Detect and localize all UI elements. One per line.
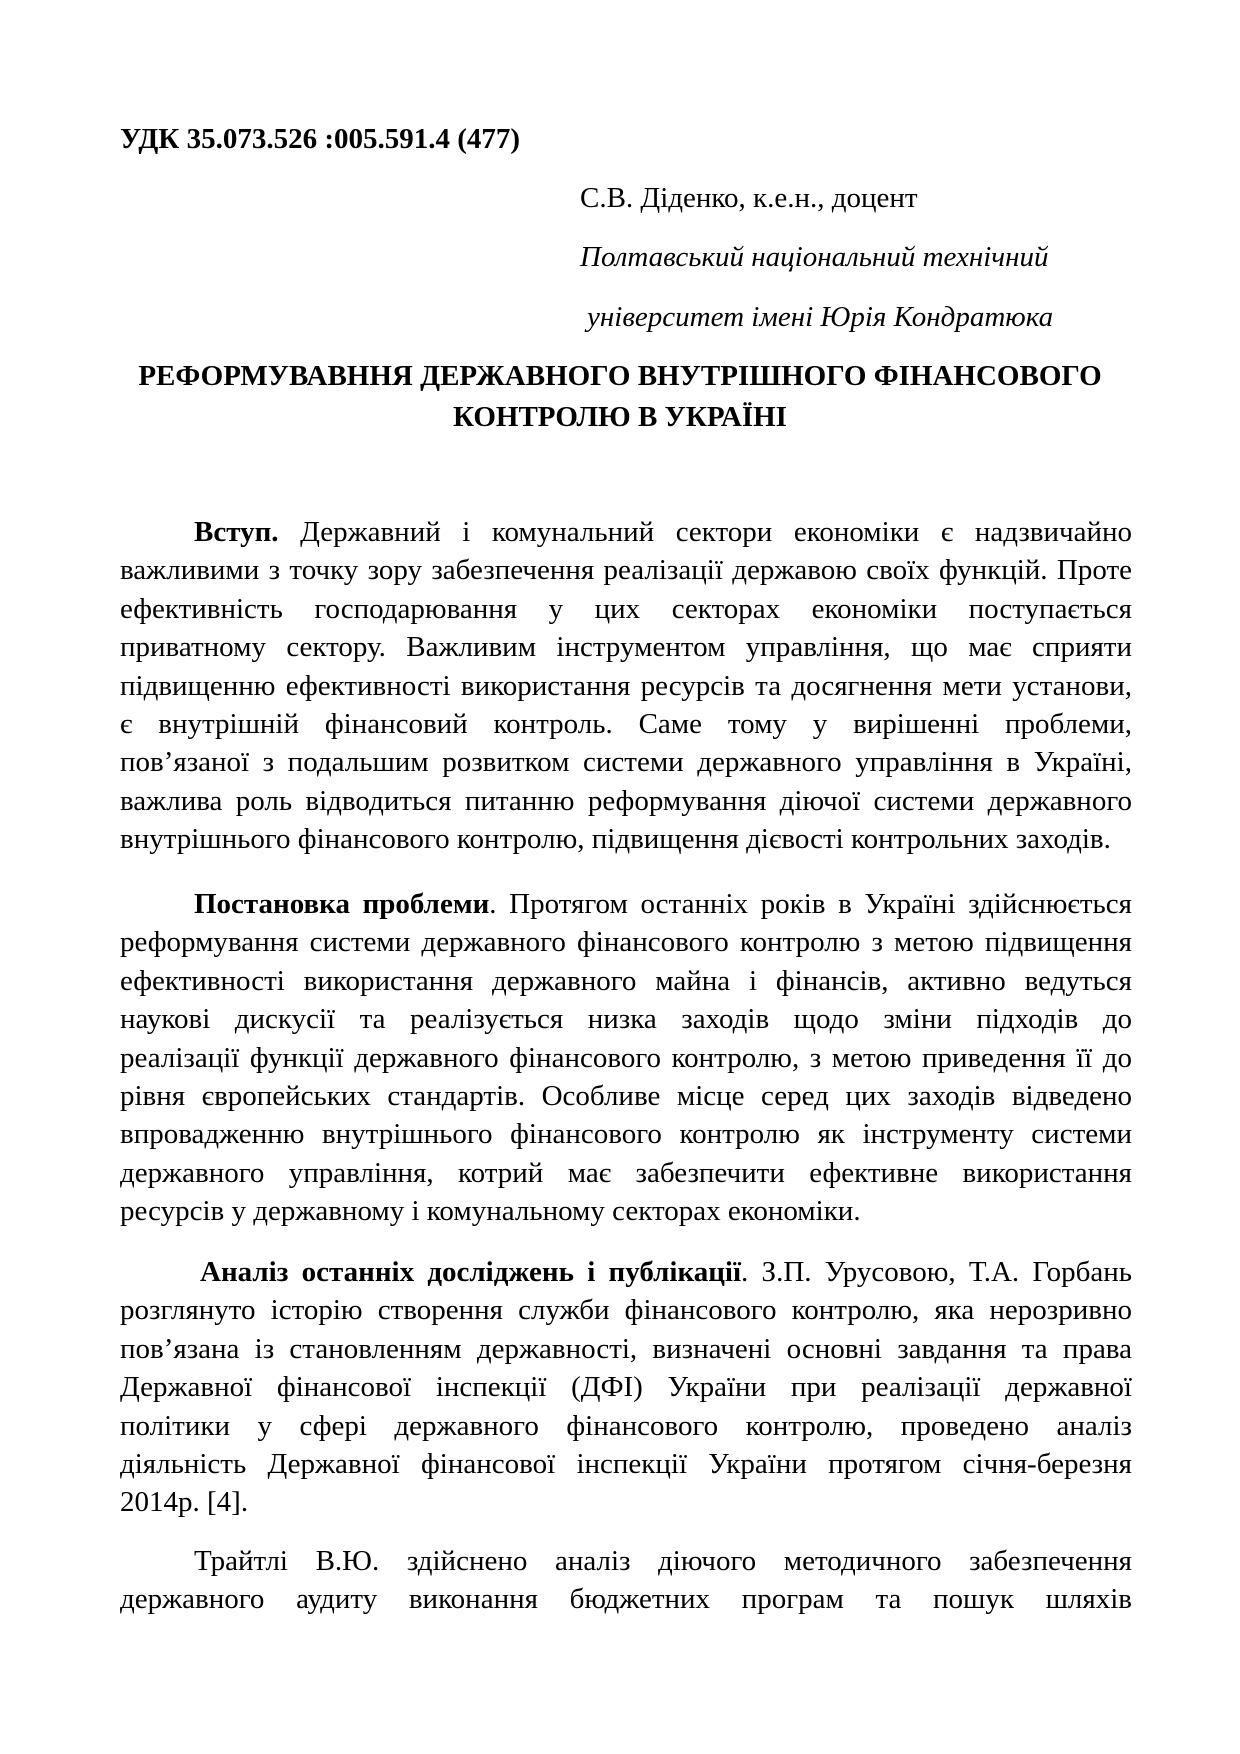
paragraph-line: 2014р. [4]. bbox=[120, 1486, 249, 1519]
paragraph-introduction bbox=[120, 513, 1132, 859]
paragraph-line: політики у сфері державного фінансового контролю, проведено аналіз bbox=[120, 1409, 1132, 1442]
line-text: Державний і комунальний сектори економіки є надзвичайно bbox=[278, 516, 1132, 548]
paragraph-line: приватному сектору. Важливим інструментом управління, що має сприяти bbox=[120, 631, 1132, 664]
line-text: . З.П. Урусовою, Т.А. Горбань bbox=[741, 1256, 1132, 1288]
paragraph-line: підвищенню ефективності використання ресурсів та досягнення мети установи, bbox=[120, 669, 1132, 702]
section-lead: Аналіз останніх досліджень і публікації bbox=[200, 1256, 742, 1288]
affiliation-line-1: Полтавський національний технічний bbox=[580, 241, 1049, 273]
paragraph-line: розглянуто історію створення служби фінансового контролю, яка нерозривно bbox=[120, 1294, 1132, 1327]
paragraph-line: ефективності використання державного майна і фінансів, активно ведуться bbox=[120, 964, 1132, 997]
affiliation-line-2: університет імені Юрія Кондратюка bbox=[587, 301, 1054, 333]
paragraph-line: важлива роль відводиться питанню реформування діючої системи державного bbox=[120, 784, 1132, 817]
paragraph-line: рівня європейських стандартів. Особливе місце серед цих заходів відведено bbox=[120, 1079, 1132, 1112]
paragraph-line: важливими з точку зору забезпечення реалізації державою своїх функцій. Проте bbox=[120, 554, 1132, 587]
paragraph-problem-statement bbox=[120, 885, 1132, 1231]
article-title-line-1: РЕФОРМУВАВННЯ ДЕРЖАВНОГО ВНУТРІШНОГО ФІНАНСОВОГО bbox=[138, 360, 1102, 392]
paragraph-literature-review bbox=[120, 1253, 1132, 1522]
paragraph-line bbox=[120, 1253, 1132, 1291]
paragraph-line: реформування системи державного фінансового контролю з метою підвищення bbox=[120, 926, 1132, 959]
paragraph-line: пов’язаної з подальшим розвитком системи державного управління в Україні, bbox=[120, 746, 1132, 779]
udk-code: УДК 35.073.526 :005.591.4 (477) bbox=[120, 123, 521, 155]
paragraph-line: внутрішнього фінансового контролю, підвищення дієвості контрольних заходів. bbox=[120, 823, 1111, 856]
section-lead: Постановка проблеми bbox=[194, 888, 490, 920]
paragraph-line: Трайтлі В.Ю. здійснено аналіз діючого методичного забезпечення bbox=[194, 1545, 1132, 1577]
paragraph-line: наукові дискусії та реалізується низка заходів щодо зміни підходів до bbox=[120, 1003, 1132, 1036]
paragraph-line: діяльність Державної фінансової інспекції України протягом січня-березня bbox=[120, 1447, 1132, 1480]
author-line: С.В. Діденко, к.е.н., доцент bbox=[580, 182, 918, 214]
paragraph-line: Державної фінансової інспекції (ДФІ) України при реалізації державної bbox=[120, 1371, 1132, 1404]
paragraph-line: реалізації функції державного фінансового контролю, з метою приведення її до bbox=[120, 1041, 1132, 1074]
paragraph-line: пов’язана із становленням державності, визначені основні завдання та права bbox=[120, 1332, 1132, 1365]
paragraph-line: ресурсів у державному і комунальному секторах економіки. bbox=[120, 1195, 861, 1228]
paragraph-line bbox=[120, 513, 1132, 551]
paragraph-traitli bbox=[120, 1542, 1132, 1619]
line-text: . Протягом останніх років в Україні здійснюється bbox=[489, 888, 1132, 920]
article-title-line-2: КОНТРОЛЮ В УКРАЇНІ bbox=[453, 401, 787, 433]
paragraph-line bbox=[120, 885, 1132, 923]
paragraph-line: ефективність господарювання у цих секторах економіки поступається bbox=[120, 592, 1132, 625]
paragraph-line: державного аудиту виконання бюджетних програм та пошук шляхів bbox=[120, 1583, 1132, 1616]
paragraph-line: впровадженню внутрішнього фінансового контролю як інструменту системи bbox=[120, 1118, 1132, 1151]
section-lead: Вступ. bbox=[194, 516, 279, 548]
paragraph-line: державного управління, котрий має забезпечити ефективне використання bbox=[120, 1156, 1132, 1189]
paragraph-line: є внутрішній фінансовий контроль. Саме тому у вирішенні проблеми, bbox=[120, 707, 1132, 740]
